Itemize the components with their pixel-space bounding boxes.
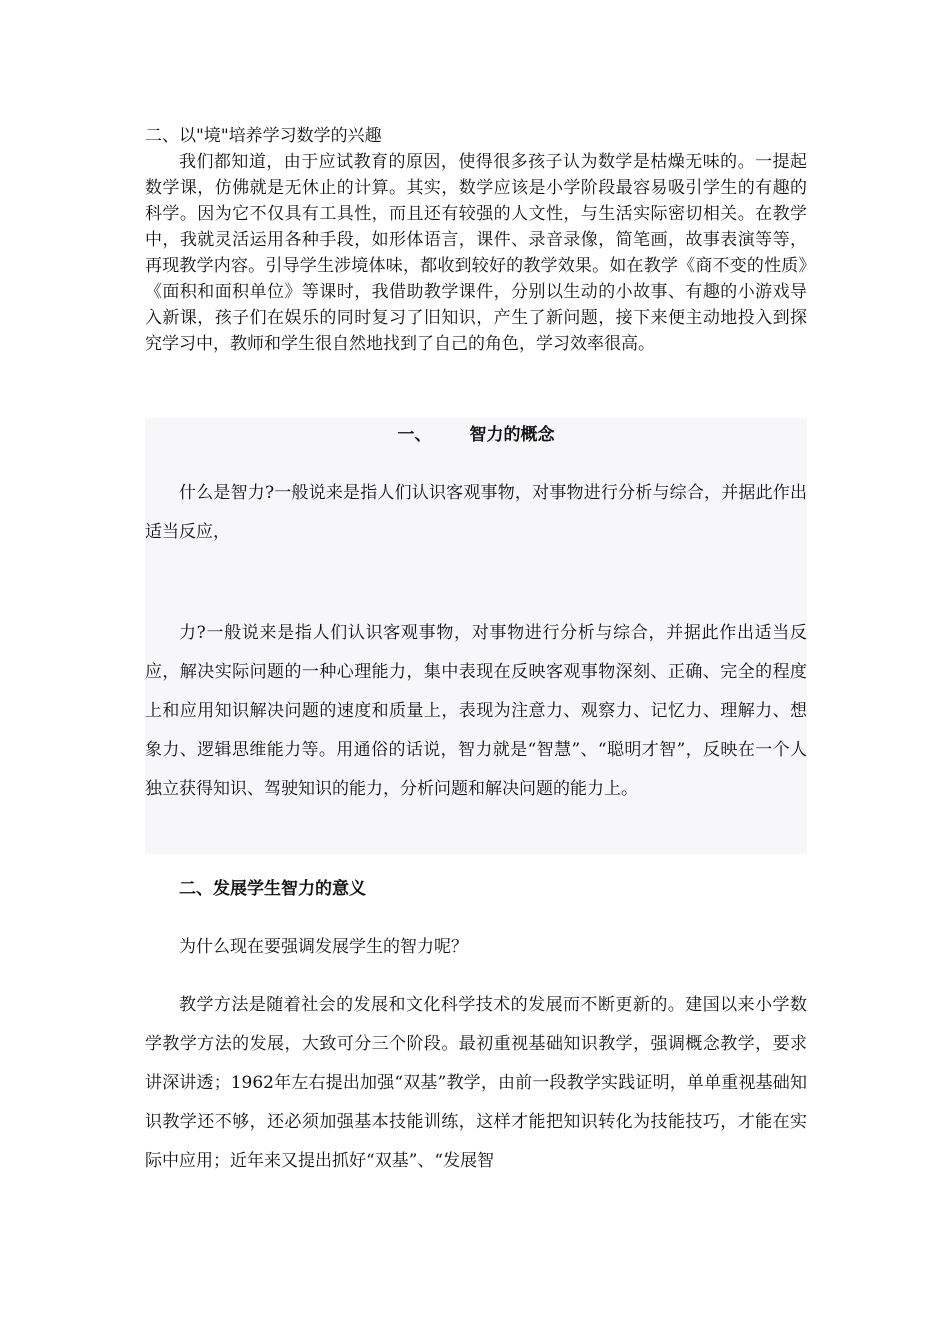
concept-heading-number: 一、 [397, 425, 432, 445]
concept-heading-text: 智力的概念 [469, 425, 555, 445]
meaning-question: 为什么现在要强调发展学生的智力呢？ [179, 937, 468, 957]
interest-section-title: 二、以"境"培养学习数学的兴趣 [145, 126, 382, 146]
interest-section-body: 我们都知道，由于应试教育的原因，使得很多孩子认为数学是枯燥无味的。一提起数学课，仿佛就是无休止的计算。其实，数学应该是小学阶段最容易吸引学生的有趣的科学。因为它不仅具有工具性，而且还有较强的人文性，与生活实际密切相关。在教学中，我就灵活运用各种手段，如形体语言，课件、录音录像，简笔画，故事表演等等，再现教学内容。引导学生涉境体味，都收到较好的教学效果。如在教学《商不变的性质》《面积和面积单位》等课时，我借助教学课件，分别以生动的小故事、有趣的小游戏导入新课，孩子们在娱乐的同时复习了旧知识，产生了新问题，接下来便主动地投入到探究学习中，教师和学生很自然地找到了自己的角色，学习效率很高。 [145, 152, 807, 354]
concept-heading [145, 422, 807, 448]
concept-paragraph-1: 什么是智力?一般说来是指人们认识客观事物，对事物进行分析与综合，并据此作出适当反应， [145, 483, 807, 542]
meaning-paragraph: 教学方法是随着社会的发展和文化科学技术的发展而不断更新的。建国以来小学数学教学方法的发展，大致可分三个阶段。最初重视基础知识教学，强调概念教学，要求讲深讲透；1962年左右提出加强“双基”教学，由前一段教学实践证明，单单重视基础知识教学还不够，还必须加强基本技能训练，这样才能把知识转化为技能技巧，才能在实际中应用；近年来又提出抓好“双基”、“发展智 [145, 995, 807, 1171]
interest-section [145, 123, 807, 357]
meaning-heading: 二、发展学生智力的意义 [179, 879, 366, 899]
concept-paragraph-2: 力?一般说来是指人们认识客观事物，对事物进行分析与综合，并据此作出适当反应，解决实际问题的一种心理能力，集中表现在反映客观事物深刻、正确、完全的程度上和应用知识解决问题的速度和质量上，表现为注意力、观察力、记忆力、理解力、想象力、逻辑思维能力等。用通俗的话说，智力就是“智慧”、“聪明才智”，反映在一个人独立获得知识、驾驶知识的能力，分析问题和解决问题的能力上。 [145, 623, 807, 799]
